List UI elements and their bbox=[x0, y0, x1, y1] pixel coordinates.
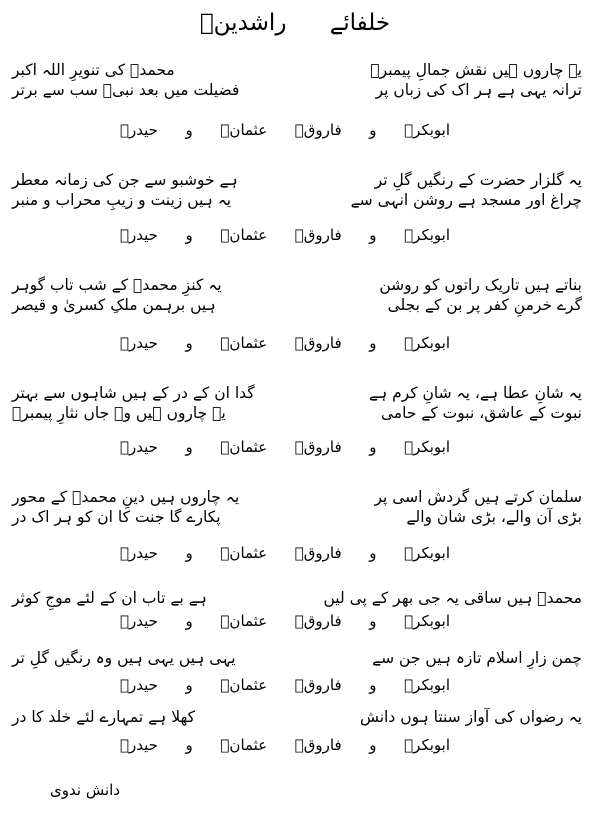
refrain-farooq: فاروقؓ bbox=[294, 544, 342, 562]
hemistich: کھلا ہے تمہارے لئے خلد کا در bbox=[12, 708, 195, 726]
hemistich: یہ چاروں ہیں دینِ محمدؐ کے محور bbox=[12, 488, 240, 506]
stanza-1-line-2 bbox=[12, 80, 582, 100]
refrain-usman: عثمانؓ bbox=[220, 334, 268, 352]
refrain-usman: عثمانؓ bbox=[220, 226, 268, 244]
stanza-2-line-1 bbox=[12, 170, 582, 190]
hemistich: محمدؐ ہیں ساقی یہ جی بھر کے پی لیں bbox=[323, 589, 582, 607]
refrain-usman: عثمانؓ bbox=[220, 736, 268, 754]
stanza-8-line-1 bbox=[12, 707, 582, 727]
hemistich: بڑی آن والے، بڑی شان والے bbox=[406, 508, 582, 526]
hemistich: یہ شانِ عطا ہے، یہ شانِ کرم ہے bbox=[368, 384, 582, 402]
refrain-haider: حیدرؓ bbox=[120, 121, 158, 139]
refrain-wa: و bbox=[185, 544, 193, 562]
refrain bbox=[120, 333, 450, 353]
hemistich: نبوت کے عاشق، نبوت کے حامی bbox=[380, 404, 582, 422]
refrain-abubakr: ابوبکرؓ bbox=[404, 226, 450, 244]
refrain-wa: و bbox=[369, 438, 377, 456]
poem-title bbox=[0, 8, 590, 38]
refrain-haider: حیدرؓ bbox=[120, 612, 158, 630]
poet-signature: دانش ندوی bbox=[50, 781, 120, 799]
refrain-farooq: فاروقؓ bbox=[294, 676, 342, 694]
hemistich: ہیں برہمن ملکِ کسریٰ و قیصر bbox=[12, 296, 216, 314]
stanza-7-line-1 bbox=[12, 648, 582, 668]
refrain-wa: و bbox=[369, 544, 377, 562]
stanza-4-line-2 bbox=[12, 403, 582, 423]
stanza-1-line-1 bbox=[12, 60, 582, 80]
refrain-haider: حیدرؓ bbox=[120, 438, 158, 456]
refrain-farooq: فاروقؓ bbox=[294, 226, 342, 244]
refrain-wa: و bbox=[369, 121, 377, 139]
refrain-wa: و bbox=[185, 121, 193, 139]
refrain-usman: عثمانؓ bbox=[220, 121, 268, 139]
refrain bbox=[120, 120, 450, 140]
refrain-haider: حیدرؓ bbox=[120, 544, 158, 562]
hemistich: یہ گلزار حضرت کے رنگیں گلِ تر bbox=[374, 171, 582, 189]
stanza-3-line-1 bbox=[12, 275, 582, 295]
stanza-6-line-1 bbox=[12, 588, 582, 608]
refrain-wa: و bbox=[369, 612, 377, 630]
refrain-haider: حیدرؓ bbox=[120, 736, 158, 754]
refrain-wa: و bbox=[185, 676, 193, 694]
refrain-usman: عثمانؓ bbox=[220, 544, 268, 562]
refrain-abubakr: ابوبکرؓ bbox=[404, 612, 450, 630]
stanza-5-line-2 bbox=[12, 507, 582, 527]
hemistich: پکارے گا جنت کا ان کو ہر اک در bbox=[12, 508, 221, 526]
hemistich: سلمان کرتے ہیں گردش اسی پر bbox=[374, 488, 582, 506]
hemistich: گدا ان کے در کے ہیں شاہوں سے بہتر bbox=[12, 384, 255, 402]
refrain-abubakr: ابوبکرؓ bbox=[404, 121, 450, 139]
refrain-wa: و bbox=[185, 334, 193, 352]
refrain-wa: و bbox=[369, 736, 377, 754]
refrain bbox=[120, 225, 450, 245]
hemistich: گرے خرمنِ کفر پر بن کے بجلی bbox=[387, 296, 582, 314]
hemistich: یہ کنزِ محمدؐ کے شب تاب گوہر bbox=[12, 276, 222, 294]
stanza-4-line-1 bbox=[12, 383, 582, 403]
stanza-3-line-2 bbox=[12, 295, 582, 315]
refrain-abubakr: ابوبکرؓ bbox=[404, 676, 450, 694]
hemistich: یہ رضواں کی آواز سنتا ہوں دانش bbox=[359, 708, 582, 726]
hemistich: یہ چاروں ہیں نقش جمالِ پیمبرؐ bbox=[370, 61, 582, 79]
refrain-wa: و bbox=[185, 736, 193, 754]
hemistich: بناتے ہیں تاریک راتوں کو روشن bbox=[379, 276, 582, 294]
stanza-5-line-1 bbox=[12, 487, 582, 507]
refrain-wa: و bbox=[369, 676, 377, 694]
hemistich: فضیلت میں بعد نبیؐ سب سے برتر bbox=[12, 81, 240, 99]
refrain-wa: و bbox=[185, 612, 193, 630]
refrain bbox=[120, 437, 450, 457]
refrain bbox=[120, 735, 450, 755]
refrain-haider: حیدرؓ bbox=[120, 334, 158, 352]
refrain-wa: و bbox=[185, 438, 193, 456]
hemistich: چمن زارِ اسلام تازہ ہیں جن سے bbox=[372, 649, 582, 667]
refrain-abubakr: ابوبکرؓ bbox=[404, 334, 450, 352]
hemistich: یہی ہیں یہی ہیں وہ رنگیں گلِ تر bbox=[12, 649, 236, 667]
refrain-farooq: فاروقؓ bbox=[294, 438, 342, 456]
refrain-abubakr: ابوبکرؓ bbox=[404, 544, 450, 562]
refrain-wa: و bbox=[185, 226, 193, 244]
refrain-abubakr: ابوبکرؓ bbox=[404, 438, 450, 456]
refrain-farooq: فاروقؓ bbox=[294, 612, 342, 630]
refrain-usman: عثمانؓ bbox=[220, 438, 268, 456]
refrain bbox=[120, 675, 450, 695]
refrain-wa: و bbox=[369, 334, 377, 352]
refrain-abubakr: ابوبکرؓ bbox=[404, 736, 450, 754]
hemistich: ہے خوشبو سے جن کی زمانہ معطر bbox=[12, 171, 238, 189]
hemistich: محمدؐ کی تنویرِ اللہ اکبر bbox=[12, 61, 175, 79]
stanza-2-line-2 bbox=[12, 190, 582, 210]
hemistich: یہ ہیں زینت و زیبِ محراب و منبر bbox=[12, 191, 232, 209]
refrain-haider: حیدرؓ bbox=[120, 676, 158, 694]
refrain-farooq: فاروقؓ bbox=[294, 121, 342, 139]
title-word-rashideen: راشدینؓ bbox=[199, 10, 287, 36]
refrain-farooq: فاروقؓ bbox=[294, 334, 342, 352]
refrain-farooq: فاروقؓ bbox=[294, 736, 342, 754]
hemistich: ترانہ یہی ہے ہر اک کی زباں پر bbox=[375, 81, 582, 99]
hemistich: ہے بے تاب ان کے لئے موجِ کوثر bbox=[12, 589, 207, 607]
refrain-usman: عثمانؓ bbox=[220, 612, 268, 630]
refrain-wa: و bbox=[369, 226, 377, 244]
refrain-haider: حیدرؓ bbox=[120, 226, 158, 244]
hemistich: یہ چاروں ہیں وہ جاں نثارِ پیمبرؐ bbox=[12, 404, 226, 422]
refrain bbox=[120, 543, 450, 563]
refrain-usman: عثمانؓ bbox=[220, 676, 268, 694]
refrain bbox=[120, 611, 450, 631]
title-word-khulafa: خلفائے bbox=[329, 10, 391, 36]
hemistich: چراغ اور مسجد ہے روشن انہی سے bbox=[350, 191, 582, 209]
